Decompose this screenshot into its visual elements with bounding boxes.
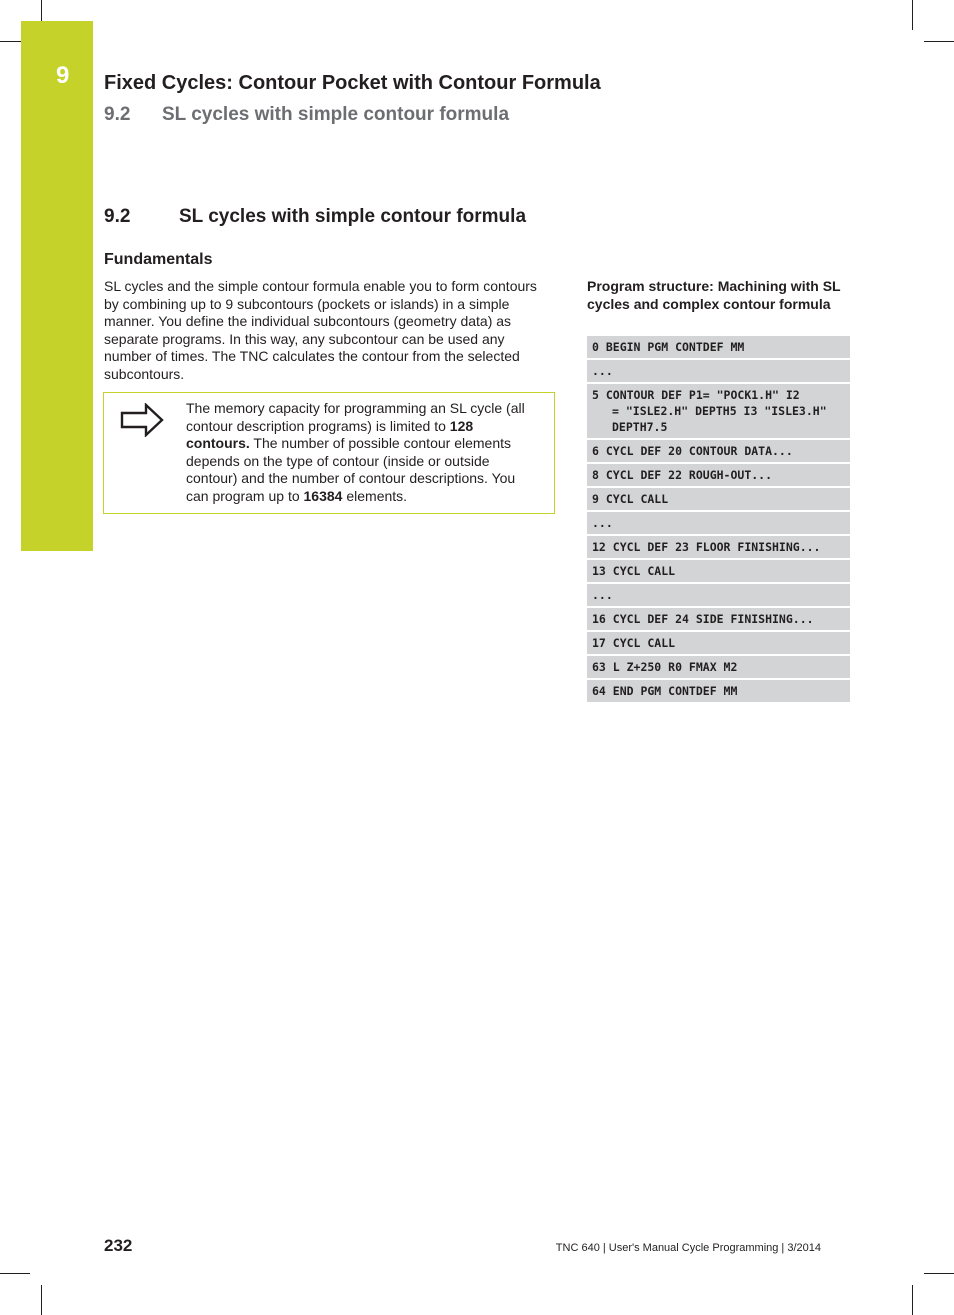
crop-mark [924,41,954,42]
program-line: 64 END PGM CONTDEF MM [587,679,850,703]
program-line: 6 CYCL DEF 20 CONTOUR DATA... [587,439,850,463]
table-row [587,439,850,463]
crop-mark [41,1285,42,1315]
table-row [587,559,850,583]
arrow-right-icon [120,403,164,437]
note-bold-elements: 16384 [303,487,343,504]
program-structure-table [587,336,850,704]
table-row [587,631,850,655]
fundamentals-heading: Fundamentals [104,251,213,268]
table-row [587,359,850,383]
program-line: ... [587,511,850,535]
table-row [587,535,850,559]
table-row [587,583,850,607]
section-title: SL cycles with simple contour formula [179,206,527,227]
table-row [587,607,850,631]
program-structure-title: Program structure: Machining with SL cycles and complex contour formula [587,278,841,312]
note-text-part: The memory capacity for programming an SL cycle (all contour description programs) is limited to [186,400,525,434]
table-row [587,679,850,703]
program-line-part: = "ISLE2.H" DEPTH5 I3 "ISLE3.H" [612,404,827,418]
table-row [587,487,850,511]
note-text-part: The number of possible contour elements depends on the type of contour (inside or outside contour) and the number of contour descriptions. You can program up to [186,435,516,504]
chapter-band [21,21,93,551]
program-line-multiline [587,383,850,439]
program-line: 8 CYCL DEF 22 ROUGH-OUT... [587,463,850,487]
note-bold-contours: 128 contours. [186,417,474,452]
footer-text: TNC 640 | User's Manual Cycle Programming | 3/2014 [555,1242,821,1254]
program-line: 63 L Z+250 R0 FMAX M2 [587,655,850,679]
program-line: 9 CYCL CALL [587,487,850,511]
program-line-part: 5 CONTOUR DEF P1= "POCK1.H" I2 [592,388,800,402]
page-number: 232 [104,1236,133,1255]
table-row [587,336,850,359]
table-row [587,383,850,439]
crop-mark [912,0,913,30]
table-row [587,655,850,679]
note-text [186,400,538,506]
crop-mark [912,1285,913,1315]
note-text-part: elements. [342,487,408,504]
program-line: ... [587,583,850,607]
program-line: 16 CYCL DEF 24 SIDE FINISHING... [587,607,850,631]
running-header-section [104,104,509,126]
fundamentals-paragraph: SL cycles and the simple contour formula enable you to form contours by combining up to 9 subcontours (pockets or islands) in a simple manner. You define the individual subcontours (geometry data) as separate programs. In this way, any subcontour can be used any number of times. The TNC calculates the contour from the selected subcontours. [104,278,537,382]
program-line: 0 BEGIN PGM CONTDEF MM [587,336,850,359]
program-line: 17 CYCL CALL [587,631,850,655]
chapter-number: 9 [56,62,70,89]
running-header-section-title: SL cycles with simple contour formula [162,104,510,125]
program-line: 13 CYCL CALL [587,559,850,583]
running-header-section-number: 9.2 [104,104,131,125]
chapter-title: Fixed Cycles: Contour Pocket with Contour Formula [104,72,601,94]
table-row [587,511,850,535]
program-line: 12 CYCL DEF 23 FLOOR FINISHING... [587,535,850,559]
program-line-part: DEPTH7.5 [612,420,668,434]
note-box [103,392,555,514]
crop-mark [0,1273,30,1274]
crop-mark [924,1273,954,1274]
section-heading [104,206,526,228]
section-number: 9.2 [104,206,131,227]
program-line: ... [587,359,850,383]
table-row [587,463,850,487]
